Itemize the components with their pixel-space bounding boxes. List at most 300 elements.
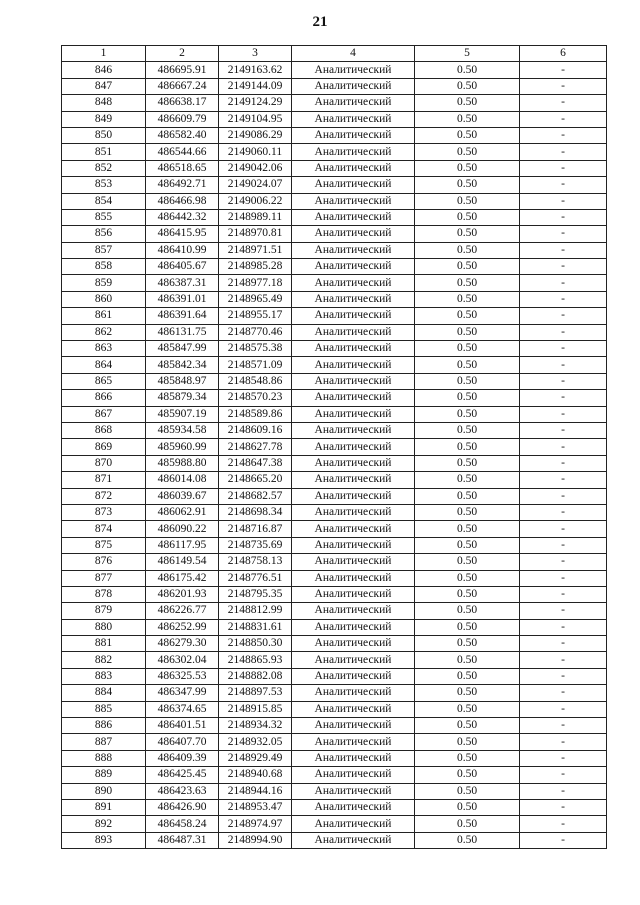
y-coordinate-cell: 2148940.68 xyxy=(219,767,292,783)
note-cell: - xyxy=(520,537,607,553)
accuracy-cell: 0.50 xyxy=(415,554,520,570)
y-coordinate-cell: 2148548.86 xyxy=(219,373,292,389)
method-cell: Аналитический xyxy=(292,291,415,307)
y-coordinate-cell: 2149006.22 xyxy=(219,193,292,209)
x-coordinate-cell: 486252.99 xyxy=(146,619,219,635)
point-number-cell: 859 xyxy=(62,275,146,291)
x-coordinate-cell: 486409.39 xyxy=(146,750,219,766)
method-cell: Аналитический xyxy=(292,488,415,504)
point-number-cell: 883 xyxy=(62,668,146,684)
table-row xyxy=(62,586,607,602)
method-cell: Аналитический xyxy=(292,619,415,635)
x-coordinate-cell: 486638.17 xyxy=(146,95,219,111)
table-row xyxy=(62,668,607,684)
accuracy-cell: 0.50 xyxy=(415,488,520,504)
x-coordinate-cell: 486609.79 xyxy=(146,111,219,127)
note-cell: - xyxy=(520,767,607,783)
method-cell: Аналитический xyxy=(292,193,415,209)
x-coordinate-cell: 486667.24 xyxy=(146,78,219,94)
table-row xyxy=(62,193,607,209)
x-coordinate-cell: 485960.99 xyxy=(146,439,219,455)
x-coordinate-cell: 486487.31 xyxy=(146,832,219,848)
method-cell: Аналитический xyxy=(292,144,415,160)
accuracy-cell: 0.50 xyxy=(415,357,520,373)
note-cell: - xyxy=(520,570,607,586)
accuracy-cell: 0.50 xyxy=(415,209,520,225)
method-cell: Аналитический xyxy=(292,750,415,766)
point-number-cell: 878 xyxy=(62,586,146,602)
y-coordinate-cell: 2148698.34 xyxy=(219,504,292,520)
accuracy-cell: 0.50 xyxy=(415,472,520,488)
table-row xyxy=(62,324,607,340)
method-cell: Аналитический xyxy=(292,455,415,471)
x-coordinate-cell: 486695.91 xyxy=(146,62,219,78)
y-coordinate-cell: 2148575.38 xyxy=(219,341,292,357)
method-cell: Аналитический xyxy=(292,390,415,406)
note-cell: - xyxy=(520,406,607,422)
point-number-cell: 855 xyxy=(62,209,146,225)
table-row xyxy=(62,406,607,422)
x-coordinate-cell: 486425.45 xyxy=(146,767,219,783)
column-header: 1 xyxy=(62,46,146,62)
y-coordinate-cell: 2148776.51 xyxy=(219,570,292,586)
point-number-cell: 850 xyxy=(62,127,146,143)
table-row xyxy=(62,78,607,94)
table-row xyxy=(62,357,607,373)
accuracy-cell: 0.50 xyxy=(415,390,520,406)
point-number-cell: 893 xyxy=(62,832,146,848)
method-cell: Аналитический xyxy=(292,767,415,783)
table-row xyxy=(62,95,607,111)
note-cell: - xyxy=(520,652,607,668)
accuracy-cell: 0.50 xyxy=(415,439,520,455)
point-number-cell: 858 xyxy=(62,259,146,275)
accuracy-cell: 0.50 xyxy=(415,685,520,701)
x-coordinate-cell: 486458.24 xyxy=(146,816,219,832)
x-coordinate-cell: 486518.65 xyxy=(146,160,219,176)
y-coordinate-cell: 2148897.53 xyxy=(219,685,292,701)
point-number-cell: 864 xyxy=(62,357,146,373)
note-cell: - xyxy=(520,177,607,193)
point-number-cell: 856 xyxy=(62,226,146,242)
table-row xyxy=(62,570,607,586)
method-cell: Аналитический xyxy=(292,177,415,193)
y-coordinate-cell: 2149086.29 xyxy=(219,127,292,143)
note-cell: - xyxy=(520,799,607,815)
column-header: 5 xyxy=(415,46,520,62)
point-number-cell: 887 xyxy=(62,734,146,750)
table-row xyxy=(62,439,607,455)
table-row xyxy=(62,127,607,143)
table-row xyxy=(62,291,607,307)
note-cell: - xyxy=(520,750,607,766)
accuracy-cell: 0.50 xyxy=(415,144,520,160)
accuracy-cell: 0.50 xyxy=(415,570,520,586)
note-cell: - xyxy=(520,242,607,258)
y-coordinate-cell: 2149060.11 xyxy=(219,144,292,160)
y-coordinate-cell: 2148627.78 xyxy=(219,439,292,455)
accuracy-cell: 0.50 xyxy=(415,242,520,258)
accuracy-cell: 0.50 xyxy=(415,308,520,324)
x-coordinate-cell: 486426.90 xyxy=(146,799,219,815)
y-coordinate-cell: 2148915.85 xyxy=(219,701,292,717)
accuracy-cell: 0.50 xyxy=(415,62,520,78)
point-number-cell: 846 xyxy=(62,62,146,78)
coordinates-table xyxy=(61,45,607,849)
accuracy-cell: 0.50 xyxy=(415,504,520,520)
accuracy-cell: 0.50 xyxy=(415,373,520,389)
note-cell: - xyxy=(520,603,607,619)
x-coordinate-cell: 486062.91 xyxy=(146,504,219,520)
method-cell: Аналитический xyxy=(292,357,415,373)
accuracy-cell: 0.50 xyxy=(415,226,520,242)
note-cell: - xyxy=(520,275,607,291)
note-cell: - xyxy=(520,586,607,602)
method-cell: Аналитический xyxy=(292,439,415,455)
note-cell: - xyxy=(520,816,607,832)
x-coordinate-cell: 486442.32 xyxy=(146,209,219,225)
note-cell: - xyxy=(520,62,607,78)
point-number-cell: 881 xyxy=(62,636,146,652)
x-coordinate-cell: 486405.67 xyxy=(146,259,219,275)
table-row xyxy=(62,750,607,766)
note-cell: - xyxy=(520,521,607,537)
x-coordinate-cell: 486391.64 xyxy=(146,308,219,324)
point-number-cell: 860 xyxy=(62,291,146,307)
note-cell: - xyxy=(520,95,607,111)
x-coordinate-cell: 486492.71 xyxy=(146,177,219,193)
column-header: 6 xyxy=(520,46,607,62)
y-coordinate-cell: 2148647.38 xyxy=(219,455,292,471)
accuracy-cell: 0.50 xyxy=(415,291,520,307)
method-cell: Аналитический xyxy=(292,341,415,357)
point-number-cell: 854 xyxy=(62,193,146,209)
method-cell: Аналитический xyxy=(292,685,415,701)
table-row xyxy=(62,816,607,832)
x-coordinate-cell: 486226.77 xyxy=(146,603,219,619)
point-number-cell: 865 xyxy=(62,373,146,389)
x-coordinate-cell: 486325.53 xyxy=(146,668,219,684)
accuracy-cell: 0.50 xyxy=(415,127,520,143)
accuracy-cell: 0.50 xyxy=(415,767,520,783)
y-coordinate-cell: 2148985.28 xyxy=(219,259,292,275)
y-coordinate-cell: 2149163.62 xyxy=(219,62,292,78)
method-cell: Аналитический xyxy=(292,78,415,94)
x-coordinate-cell: 485842.34 xyxy=(146,357,219,373)
table-row xyxy=(62,472,607,488)
method-cell: Аналитический xyxy=(292,799,415,815)
method-cell: Аналитический xyxy=(292,242,415,258)
table-row xyxy=(62,767,607,783)
accuracy-cell: 0.50 xyxy=(415,406,520,422)
x-coordinate-cell: 485988.80 xyxy=(146,455,219,471)
point-number-cell: 889 xyxy=(62,767,146,783)
y-coordinate-cell: 2148955.17 xyxy=(219,308,292,324)
y-coordinate-cell: 2148971.51 xyxy=(219,242,292,258)
method-cell: Аналитический xyxy=(292,603,415,619)
note-cell: - xyxy=(520,422,607,438)
method-cell: Аналитический xyxy=(292,521,415,537)
x-coordinate-cell: 486401.51 xyxy=(146,718,219,734)
method-cell: Аналитический xyxy=(292,586,415,602)
point-number-cell: 857 xyxy=(62,242,146,258)
method-cell: Аналитический xyxy=(292,324,415,340)
column-header: 2 xyxy=(146,46,219,62)
accuracy-cell: 0.50 xyxy=(415,603,520,619)
point-number-cell: 876 xyxy=(62,554,146,570)
x-coordinate-cell: 486117.95 xyxy=(146,537,219,553)
table-row xyxy=(62,341,607,357)
y-coordinate-cell: 2148865.93 xyxy=(219,652,292,668)
method-cell: Аналитический xyxy=(292,127,415,143)
x-coordinate-cell: 486175.42 xyxy=(146,570,219,586)
table-row xyxy=(62,636,607,652)
method-cell: Аналитический xyxy=(292,668,415,684)
accuracy-cell: 0.50 xyxy=(415,537,520,553)
table-row xyxy=(62,226,607,242)
accuracy-cell: 0.50 xyxy=(415,160,520,176)
note-cell: - xyxy=(520,668,607,684)
y-coordinate-cell: 2148970.81 xyxy=(219,226,292,242)
x-coordinate-cell: 486039.67 xyxy=(146,488,219,504)
y-coordinate-cell: 2148850.30 xyxy=(219,636,292,652)
point-number-cell: 879 xyxy=(62,603,146,619)
note-cell: - xyxy=(520,111,607,127)
point-number-cell: 877 xyxy=(62,570,146,586)
table-row xyxy=(62,390,607,406)
point-number-cell: 866 xyxy=(62,390,146,406)
table-row xyxy=(62,275,607,291)
y-coordinate-cell: 2148589.86 xyxy=(219,406,292,422)
x-coordinate-cell: 485907.19 xyxy=(146,406,219,422)
y-coordinate-cell: 2148977.18 xyxy=(219,275,292,291)
accuracy-cell: 0.50 xyxy=(415,652,520,668)
table-row xyxy=(62,799,607,815)
table-row xyxy=(62,160,607,176)
note-cell: - xyxy=(520,291,607,307)
table-row xyxy=(62,422,607,438)
accuracy-cell: 0.50 xyxy=(415,734,520,750)
note-cell: - xyxy=(520,439,607,455)
method-cell: Аналитический xyxy=(292,62,415,78)
x-coordinate-cell: 486279.30 xyxy=(146,636,219,652)
x-coordinate-cell: 485934.58 xyxy=(146,422,219,438)
y-coordinate-cell: 2149144.09 xyxy=(219,78,292,94)
accuracy-cell: 0.50 xyxy=(415,422,520,438)
x-coordinate-cell: 486149.54 xyxy=(146,554,219,570)
x-coordinate-cell: 485879.34 xyxy=(146,390,219,406)
point-number-cell: 888 xyxy=(62,750,146,766)
accuracy-cell: 0.50 xyxy=(415,95,520,111)
x-coordinate-cell: 486466.98 xyxy=(146,193,219,209)
y-coordinate-cell: 2148795.35 xyxy=(219,586,292,602)
y-coordinate-cell: 2148831.61 xyxy=(219,619,292,635)
point-number-cell: 868 xyxy=(62,422,146,438)
point-number-cell: 862 xyxy=(62,324,146,340)
table-row xyxy=(62,373,607,389)
point-number-cell: 869 xyxy=(62,439,146,455)
note-cell: - xyxy=(520,504,607,520)
note-cell: - xyxy=(520,832,607,848)
table-row xyxy=(62,209,607,225)
y-coordinate-cell: 2148758.13 xyxy=(219,554,292,570)
x-coordinate-cell: 486423.63 xyxy=(146,783,219,799)
method-cell: Аналитический xyxy=(292,504,415,520)
y-coordinate-cell: 2148953.47 xyxy=(219,799,292,815)
method-cell: Аналитический xyxy=(292,783,415,799)
point-number-cell: 874 xyxy=(62,521,146,537)
accuracy-cell: 0.50 xyxy=(415,718,520,734)
table-row xyxy=(62,259,607,275)
table-row xyxy=(62,619,607,635)
note-cell: - xyxy=(520,78,607,94)
table-row xyxy=(62,177,607,193)
method-cell: Аналитический xyxy=(292,701,415,717)
method-cell: Аналитический xyxy=(292,652,415,668)
method-cell: Аналитический xyxy=(292,832,415,848)
point-number-cell: 891 xyxy=(62,799,146,815)
note-cell: - xyxy=(520,259,607,275)
x-coordinate-cell: 486410.99 xyxy=(146,242,219,258)
table-row xyxy=(62,685,607,701)
note-cell: - xyxy=(520,554,607,570)
note-cell: - xyxy=(520,226,607,242)
note-cell: - xyxy=(520,324,607,340)
point-number-cell: 853 xyxy=(62,177,146,193)
note-cell: - xyxy=(520,783,607,799)
y-coordinate-cell: 2149104.95 xyxy=(219,111,292,127)
method-cell: Аналитический xyxy=(292,209,415,225)
y-coordinate-cell: 2148682.57 xyxy=(219,488,292,504)
table-row xyxy=(62,554,607,570)
accuracy-cell: 0.50 xyxy=(415,816,520,832)
column-header: 4 xyxy=(292,46,415,62)
accuracy-cell: 0.50 xyxy=(415,324,520,340)
note-cell: - xyxy=(520,193,607,209)
y-coordinate-cell: 2148735.69 xyxy=(219,537,292,553)
table-row xyxy=(62,701,607,717)
accuracy-cell: 0.50 xyxy=(415,586,520,602)
accuracy-cell: 0.50 xyxy=(415,177,520,193)
y-coordinate-cell: 2148571.09 xyxy=(219,357,292,373)
point-number-cell: 849 xyxy=(62,111,146,127)
note-cell: - xyxy=(520,636,607,652)
method-cell: Аналитический xyxy=(292,636,415,652)
y-coordinate-cell: 2148609.16 xyxy=(219,422,292,438)
accuracy-cell: 0.50 xyxy=(415,750,520,766)
accuracy-cell: 0.50 xyxy=(415,832,520,848)
note-cell: - xyxy=(520,488,607,504)
note-cell: - xyxy=(520,160,607,176)
table-row xyxy=(62,832,607,848)
note-cell: - xyxy=(520,455,607,471)
accuracy-cell: 0.50 xyxy=(415,78,520,94)
accuracy-cell: 0.50 xyxy=(415,619,520,635)
method-cell: Аналитический xyxy=(292,95,415,111)
note-cell: - xyxy=(520,209,607,225)
y-coordinate-cell: 2148929.49 xyxy=(219,750,292,766)
y-coordinate-cell: 2148932.05 xyxy=(219,734,292,750)
method-cell: Аналитический xyxy=(292,373,415,389)
accuracy-cell: 0.50 xyxy=(415,783,520,799)
method-cell: Аналитический xyxy=(292,472,415,488)
y-coordinate-cell: 2148882.08 xyxy=(219,668,292,684)
table-row xyxy=(62,455,607,471)
method-cell: Аналитический xyxy=(292,718,415,734)
x-coordinate-cell: 486407.70 xyxy=(146,734,219,750)
y-coordinate-cell: 2148812.99 xyxy=(219,603,292,619)
note-cell: - xyxy=(520,619,607,635)
column-header: 3 xyxy=(219,46,292,62)
y-coordinate-cell: 2148770.46 xyxy=(219,324,292,340)
note-cell: - xyxy=(520,701,607,717)
y-coordinate-cell: 2148665.20 xyxy=(219,472,292,488)
x-coordinate-cell: 486131.75 xyxy=(146,324,219,340)
table-header-row xyxy=(62,46,607,62)
accuracy-cell: 0.50 xyxy=(415,275,520,291)
method-cell: Аналитический xyxy=(292,734,415,750)
x-coordinate-cell: 486014.08 xyxy=(146,472,219,488)
accuracy-cell: 0.50 xyxy=(415,636,520,652)
point-number-cell: 872 xyxy=(62,488,146,504)
x-coordinate-cell: 485848.97 xyxy=(146,373,219,389)
point-number-cell: 886 xyxy=(62,718,146,734)
note-cell: - xyxy=(520,718,607,734)
y-coordinate-cell: 2148944.16 xyxy=(219,783,292,799)
point-number-cell: 880 xyxy=(62,619,146,635)
y-coordinate-cell: 2148965.49 xyxy=(219,291,292,307)
table-row xyxy=(62,111,607,127)
method-cell: Аналитический xyxy=(292,160,415,176)
accuracy-cell: 0.50 xyxy=(415,259,520,275)
method-cell: Аналитический xyxy=(292,275,415,291)
point-number-cell: 873 xyxy=(62,504,146,520)
point-number-cell: 851 xyxy=(62,144,146,160)
table-row xyxy=(62,144,607,160)
table-row xyxy=(62,62,607,78)
table-row xyxy=(62,537,607,553)
x-coordinate-cell: 486415.95 xyxy=(146,226,219,242)
point-number-cell: 848 xyxy=(62,95,146,111)
x-coordinate-cell: 486302.04 xyxy=(146,652,219,668)
y-coordinate-cell: 2148989.11 xyxy=(219,209,292,225)
method-cell: Аналитический xyxy=(292,537,415,553)
note-cell: - xyxy=(520,373,607,389)
table-row xyxy=(62,521,607,537)
point-number-cell: 890 xyxy=(62,783,146,799)
y-coordinate-cell: 2148570.23 xyxy=(219,390,292,406)
accuracy-cell: 0.50 xyxy=(415,701,520,717)
note-cell: - xyxy=(520,357,607,373)
note-cell: - xyxy=(520,144,607,160)
method-cell: Аналитический xyxy=(292,226,415,242)
y-coordinate-cell: 2148716.87 xyxy=(219,521,292,537)
point-number-cell: 870 xyxy=(62,455,146,471)
x-coordinate-cell: 486387.31 xyxy=(146,275,219,291)
table-row xyxy=(62,718,607,734)
point-number-cell: 871 xyxy=(62,472,146,488)
note-cell: - xyxy=(520,390,607,406)
x-coordinate-cell: 486347.99 xyxy=(146,685,219,701)
accuracy-cell: 0.50 xyxy=(415,521,520,537)
method-cell: Аналитический xyxy=(292,570,415,586)
y-coordinate-cell: 2148934.32 xyxy=(219,718,292,734)
point-number-cell: 892 xyxy=(62,816,146,832)
point-number-cell: 884 xyxy=(62,685,146,701)
y-coordinate-cell: 2149042.06 xyxy=(219,160,292,176)
x-coordinate-cell: 485847.99 xyxy=(146,341,219,357)
method-cell: Аналитический xyxy=(292,259,415,275)
